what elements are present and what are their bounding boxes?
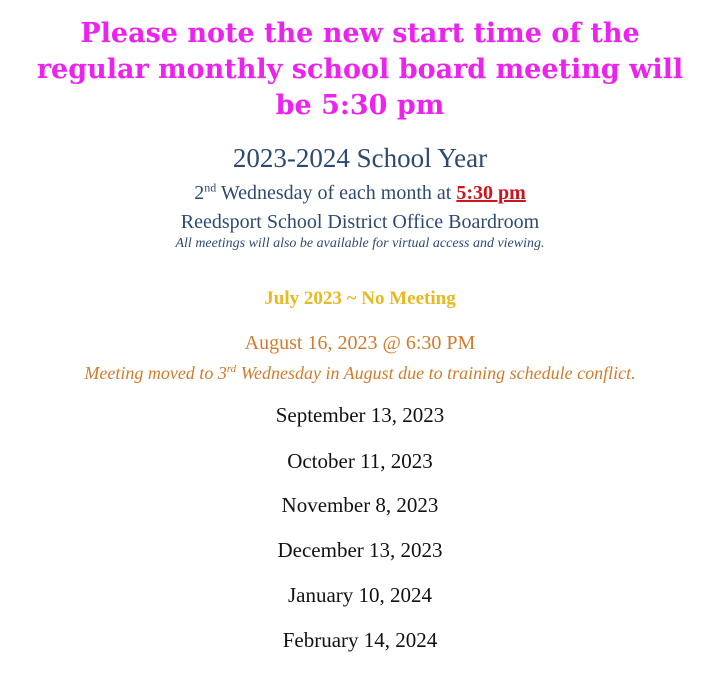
august-note-start: Meeting moved to 3	[84, 363, 227, 383]
meeting-date: September 13, 2023	[275, 403, 445, 427]
meeting-date: February 14, 2024	[282, 628, 438, 652]
meeting-date: October 11, 2023	[287, 449, 433, 473]
august-note-suffix: rd	[226, 363, 237, 375]
august-note-end: Wednesday in August due to training schedule conflict.	[236, 363, 636, 383]
july-no-meeting: July 2023 ~ No Meeting	[264, 288, 456, 309]
schedule-text: Wednesday of each month at	[216, 182, 457, 204]
meeting-date: November 8, 2023	[281, 493, 439, 517]
notice-line: regular monthly school board meeting will	[36, 54, 684, 85]
meeting-date: December 13, 2023	[277, 538, 443, 562]
ordinal-number: 2	[194, 182, 205, 204]
notice-line: be 5:30 pm	[275, 90, 445, 121]
virtual-access-note: All meetings will also be available for virtual access and viewing.	[175, 236, 545, 251]
meeting-location: Reedsport School District Office Boardroom	[180, 211, 540, 233]
start-time-notice	[20, 16, 700, 124]
meeting-time: 5:30 pm	[456, 182, 526, 204]
meeting-date: January 10, 2024	[287, 583, 433, 607]
schedule-line	[0, 180, 720, 206]
school-year-heading: 2023-2024 School Year	[232, 143, 488, 173]
ordinal-suffix: nd	[204, 180, 217, 195]
august-meeting-date: August 16, 2023 @ 6:30 PM	[244, 332, 476, 354]
august-meeting-note	[0, 361, 720, 385]
notice-line: Please note the new start time of the	[80, 18, 640, 49]
